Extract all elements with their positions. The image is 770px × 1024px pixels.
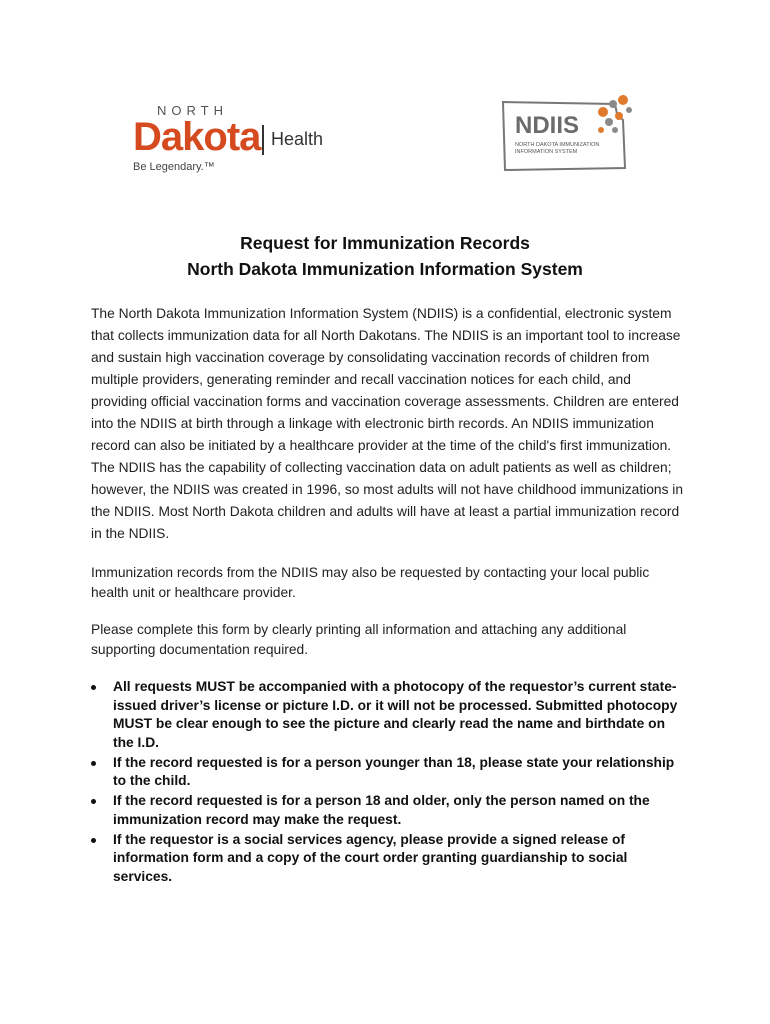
list-item [91,754,687,791]
list-item-text: All requests MUST be accompanied with a photocopy of the requestor’s current state-issued driver’s license or picture I.D. or it will not be processed. Submitted photocopy MUST be clear enough to see the picture and clearly read the name and birthdate on the I.D. [113,679,678,750]
ndiis-logo [497,90,647,185]
logo-dakota-text: Dakota [133,115,261,159]
bullet-icon [91,685,96,690]
document-title: Request for Immunization Records [240,233,530,253]
logo-tagline: Be Legendary.™ [133,161,215,173]
bullet-icon [91,761,96,766]
logo-divider [262,125,264,155]
list-item-text: If the record requested is for a person younger than 18, please state your relationship to the child. [113,754,675,788]
bullet-icon [91,838,96,843]
ndiis-name: NDIIS [515,112,580,139]
intro-paragraph: The North Dakota Immunization Information System (NDIIS) is a confidential, electronic system that collects immunization data for all North Dakotans. The NDIIS is an important tool to increase and sustain high vaccination coverage by consolidating vaccination records of children from multiple providers, generating reminder and recall vaccination notices for each child, and providing official vaccination forms and vaccination coverage assessments. Children are entered into the NDIIS at birth through a linkage with electronic birth records. An NDIIS immunization record can also be initiated by a healthcare provider at the time of the child's first immunization. The NDIIS has the capability of collecting vaccination data on adult patients as well as children; however, the NDIIS was created in 1996, so most adults will not have childhood immunizations in the NDIIS. Most North Dakota children and adults will have at least a partial immunization record in the NDIIS. [91,306,684,541]
ndiis-subtitle-line1: NORTH DAKOTA IMMUNIZATION [515,142,600,148]
list-item [91,678,687,752]
bullet-icon [91,799,96,804]
list-item-text: If the requestor is a social services agency, please provide a signed release of information form and a copy of the court order granting guardianship to social services. [113,831,628,884]
contact-paragraph: Immunization records from the NDIIS may also be requested by contacting your local public health unit or healthcare provider. [91,565,650,600]
handprints-icon [598,95,632,133]
instructions-paragraph: Please complete this form by clearly printing all information and attaching any additional supporting documentation required. [91,622,627,657]
list-item [91,831,687,887]
ndiis-subtitle [515,142,615,155]
logo-health-text: Health [271,129,324,149]
list-item-text: If the record requested is for a person 18 and older, only the person named on the immunization record may make the request. [113,793,650,827]
logo-north-text: NORTH [157,103,228,118]
ndiis-subtitle-line2: INFORMATION SYSTEM [515,148,578,155]
document-subtitle: North Dakota Immunization Information System [187,259,583,279]
list-item [91,792,687,829]
nd-health-logo [133,103,333,183]
requirements-list [91,678,687,888]
